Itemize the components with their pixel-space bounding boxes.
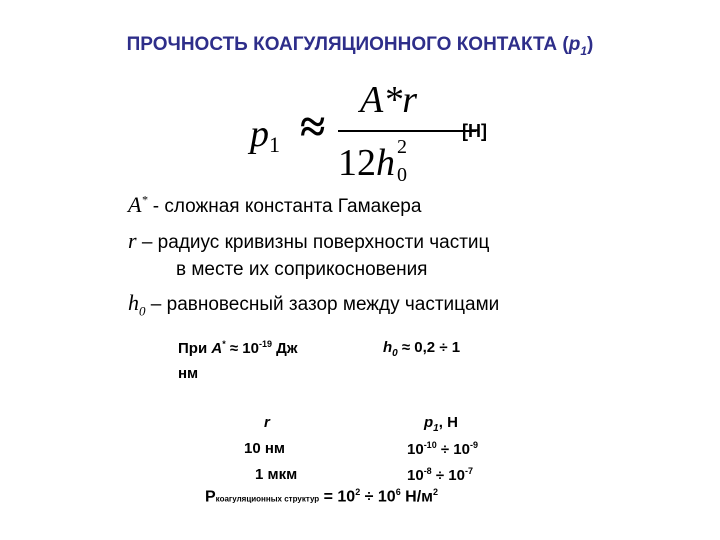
title-text: ПРОЧНОСТЬ КОАГУЛЯЦИОННОГО КОНТАКТА ( (126, 34, 569, 55)
conditions-h0: $h_0 \approx 0,2 \div 1$ (383, 339, 461, 359)
table-row-r: 1 мкм (255, 466, 298, 483)
definition-gap: $h_0$ – равновесный зазор между частицами (128, 290, 500, 319)
formula-lhs-sub: 1 (269, 132, 280, 157)
definition-hamaker: A* - сложная константа Гамакера (128, 192, 422, 217)
conditions-unit: нм (178, 365, 199, 382)
formula-denominator: 12h $^2$0 (338, 136, 407, 186)
definition-radius-cont: в месте их соприкосновения (176, 259, 428, 280)
formula-approx-sign: ≈ (300, 101, 326, 152)
conditions-line: При $A^* \approx 10^{-19}$ Дж (178, 339, 298, 357)
structure-strength-line: Pкоагуляционных структур = $10^2 \div 10^6$ $Н/м^2$ (205, 487, 438, 506)
formula-lhs: $p_1$ (250, 113, 280, 157)
table-row-p: $10^{-10} \div 10^{-9}$ (407, 440, 478, 458)
fraction-bar (338, 130, 476, 132)
table-header-r: r (264, 414, 270, 431)
title-subscript: 1 (580, 43, 588, 58)
symbol-p-subscript: коагуляционных структур (215, 494, 320, 504)
formula-unit: [Н] (462, 121, 487, 141)
formula-numerator: A*r (360, 79, 417, 121)
definition-radius: r – радиус кривизны поверхности частиц (128, 228, 490, 253)
den-superscript: 2 (397, 136, 407, 158)
table-header-p1: $p_1$, Н (424, 414, 458, 434)
table-row-p: $10^{-8} \div 10^{-7}$ (407, 466, 473, 484)
symbol-a: A* (128, 192, 148, 217)
symbol-h0: $h_0$ (128, 290, 146, 319)
title-close: ) (587, 34, 594, 55)
symbol-r: r (128, 228, 137, 253)
page-title (0, 34, 720, 58)
title-symbol: p (568, 34, 581, 55)
den-subscript: 0 (397, 164, 407, 186)
table-row-r: 10 нм (244, 440, 286, 457)
symbol-p: P (205, 488, 216, 506)
